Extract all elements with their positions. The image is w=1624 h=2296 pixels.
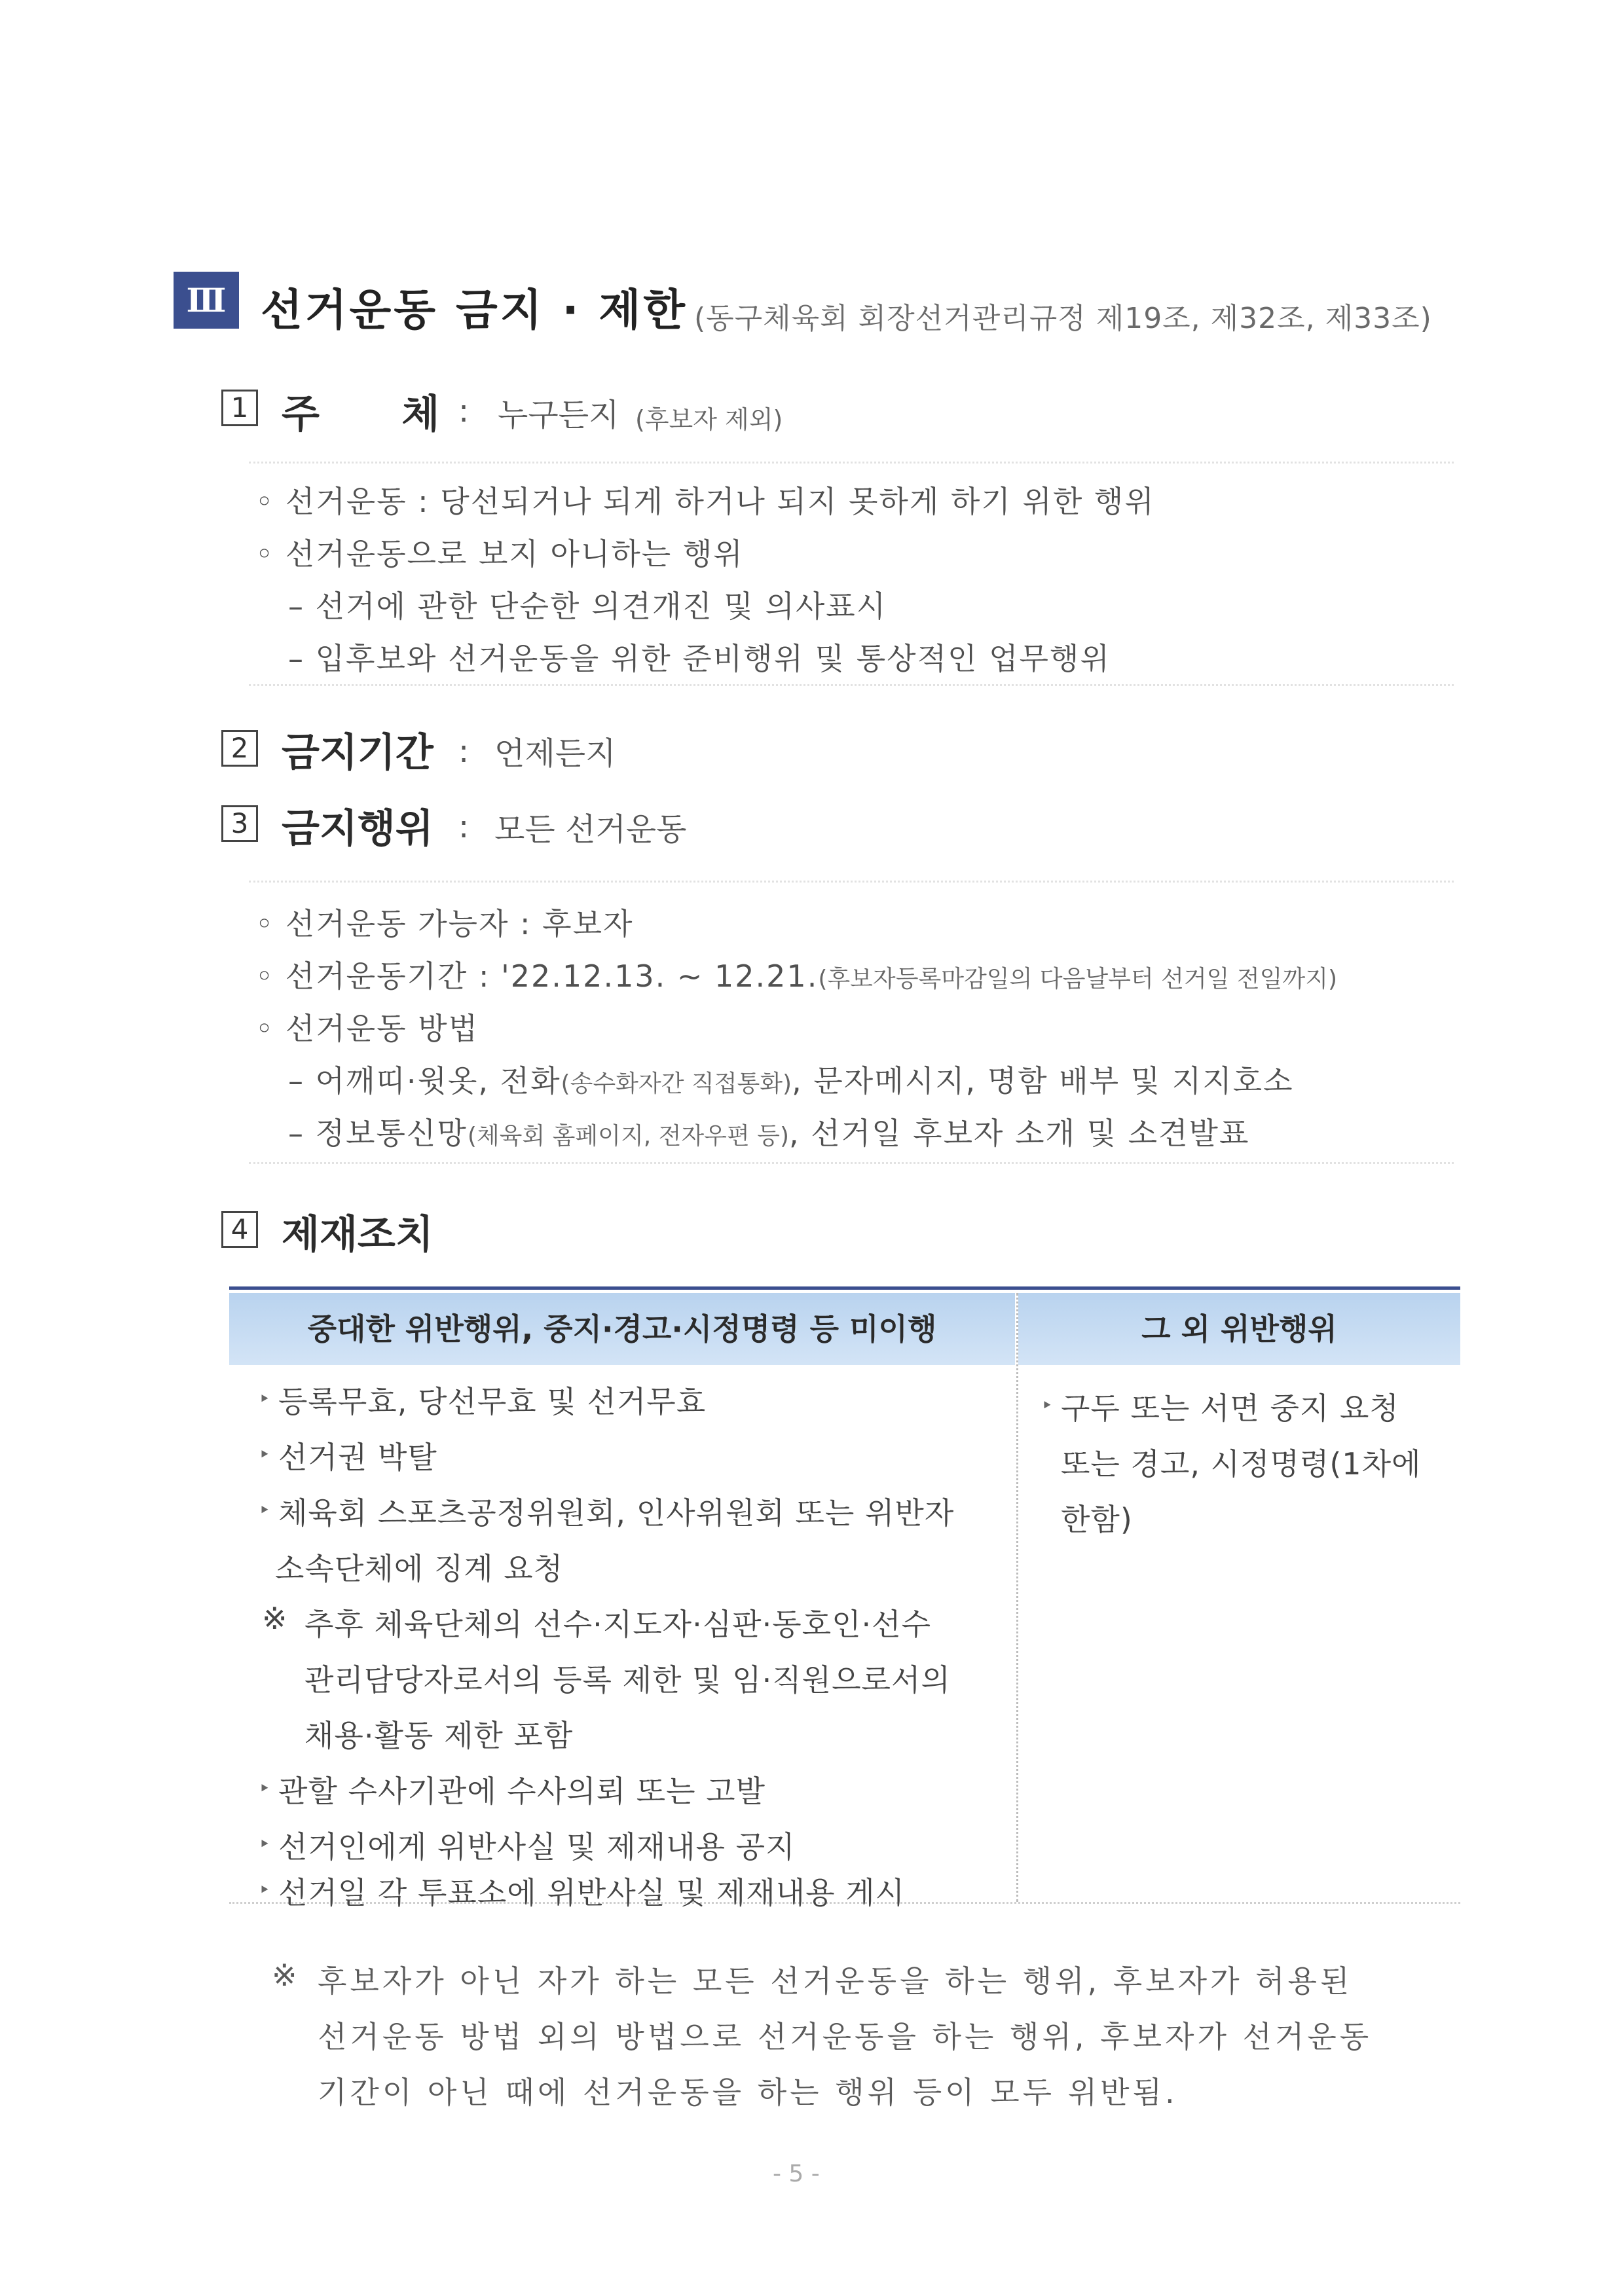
item-label-period: 금지기간 [282,730,434,776]
item-number-3: 3 [221,805,258,842]
block3-line-3: ◦ 선거운동 방법 [255,1011,479,1046]
divider [249,1162,1454,1165]
block3-line-2 [255,953,1337,996]
table-top-border [229,1286,1460,1290]
block3-line-2-note: (후보자등록마감일의 다음날부터 선거일 전일까지) [818,966,1338,993]
item-value-acts: 모든 선거운동 [494,811,687,848]
bullet-icon: ‣ [259,1777,270,1800]
table-cell-left: 소속단체에 징계 요청 [275,1551,564,1586]
table-cell-left: 채용·활동 제한 포함 [304,1718,574,1753]
block3-line-4-b: , 문자메시지, 명함 배부 및 지지호소 [792,1063,1294,1099]
divider [249,462,1454,465]
table-header-other: 그 외 위반행위 [1018,1293,1460,1365]
block1-line-4: – 입후보와 선거운동을 위한 준비행위 및 통상적인 업무행위 [288,641,1111,676]
item-sep-2: : [458,733,470,770]
block3-line-5-b: , 선거일 후보자 소개 및 소견발표 [789,1116,1250,1151]
table-cell-left: 추후 체육단체의 선수·지도자·심판·동호인·선수 [304,1607,932,1642]
note-line-1: 후보자가 아닌 자가 하는 모든 선거운동을 하는 행위, 후보자가 허용된 [318,1963,1353,1999]
bullet-icon: ‣ [259,1879,270,1902]
item-value-note: (후보자 제외) [635,405,783,434]
bullet-icon: ‣ [259,1388,270,1411]
note-mark-icon: ※ [262,1601,288,1636]
section-title: 선거운동 금지 · 제한 [261,285,688,335]
block1-line-3: – 선거에 관한 단순한 의견개진 및 의사표시 [288,589,887,624]
table-column-divider [1016,1293,1020,1902]
table-header-serious: 중대한 위반행위, 중지·경고·시정명령 등 미이행 [229,1293,1015,1365]
note-line-3: 기간이 아닌 때에 선거운동을 하는 행위 등이 모두 위반됨. [318,2075,1178,2110]
block1-line-1: ◦ 선거운동 : 당선되거나 되게 하거나 되지 못하게 하기 위한 행위 [255,484,1155,519]
table-cell-right: 한함) [1061,1502,1133,1537]
note-line-2: 선거운동 방법 외의 방법으로 선거운동을 하는 행위, 후보자가 선거운동 [318,2019,1373,2054]
divider [249,881,1454,884]
bullet-icon: ‣ [259,1499,270,1522]
table-cell-left: 선거권 박탈 [278,1440,437,1475]
bullet-icon: ‣ [259,1833,270,1856]
table-cell-left: 등록무효, 당선무효 및 선거무효 [278,1384,707,1419]
section-number-badge: Ⅲ [174,272,239,329]
block3-line-4 [288,1057,1294,1101]
item-label-sanctions: 제재조치 [282,1212,434,1258]
block3-line-4-note: (송수화자간 직접통화) [561,1070,792,1097]
item-value-period: 언제든지 [494,735,616,772]
divider [249,684,1454,687]
block3-line-2-main: ◦ 선거운동기간 : '22.12.13. ~ 12.21. [255,958,819,994]
table-cell-left: 선거인에게 위반사실 및 제재내용 공지 [278,1829,796,1865]
table-cell-left: 관할 수사기관에 수사의뢰 또는 고발 [278,1774,766,1809]
bullet-icon: ‣ [1041,1394,1053,1417]
item-sep-1: : [458,393,470,429]
block3-line-1: ◦ 선거운동 가능자 : 후보자 [255,906,634,941]
section-subtitle: (동구체육회 회장선거관리규정 제19조, 제32조, 제33조) [694,302,1432,335]
page-number: - 5 - [773,2160,820,2187]
item-number-1: 1 [221,390,258,426]
table-cell-right: 또는 경고, 시정명령(1차에 [1061,1446,1422,1482]
bullet-icon: ‣ [259,1444,270,1467]
table-cell-left: 선거일 각 투표소에 위반사실 및 제재내용 게시 [278,1875,906,1910]
item-label-acts: 금지행위 [282,806,434,852]
block3-line-4-a: – 어깨띠·윗옷, 전화 [288,1063,561,1099]
block3-line-5-a: – 정보통신망 [288,1116,468,1151]
item-number-4: 4 [221,1211,258,1248]
block3-line-5 [288,1110,1249,1153]
item-number-2: 2 [221,730,258,767]
item-value-subject: 누구든지 [498,397,619,433]
block1-line-2: ◦ 선거운동으로 보지 아니하는 행위 [255,536,744,572]
table-cell-right: 구두 또는 서면 중지 요청 [1061,1391,1399,1426]
item-sep-3: : [458,809,470,845]
item-label-subject: 주 체 [282,392,440,437]
table-cell-left: 체육회 스포츠공정위원회, 인사위원회 또는 위반자 [278,1495,955,1531]
block3-line-5-note: (체육회 홈페이지, 전자우편 등) [467,1123,789,1150]
note-mark-icon: ※ [272,1958,301,1993]
table-cell-left: 관리담당자로서의 등록 제한 및 임·직원으로서의 [304,1662,951,1698]
